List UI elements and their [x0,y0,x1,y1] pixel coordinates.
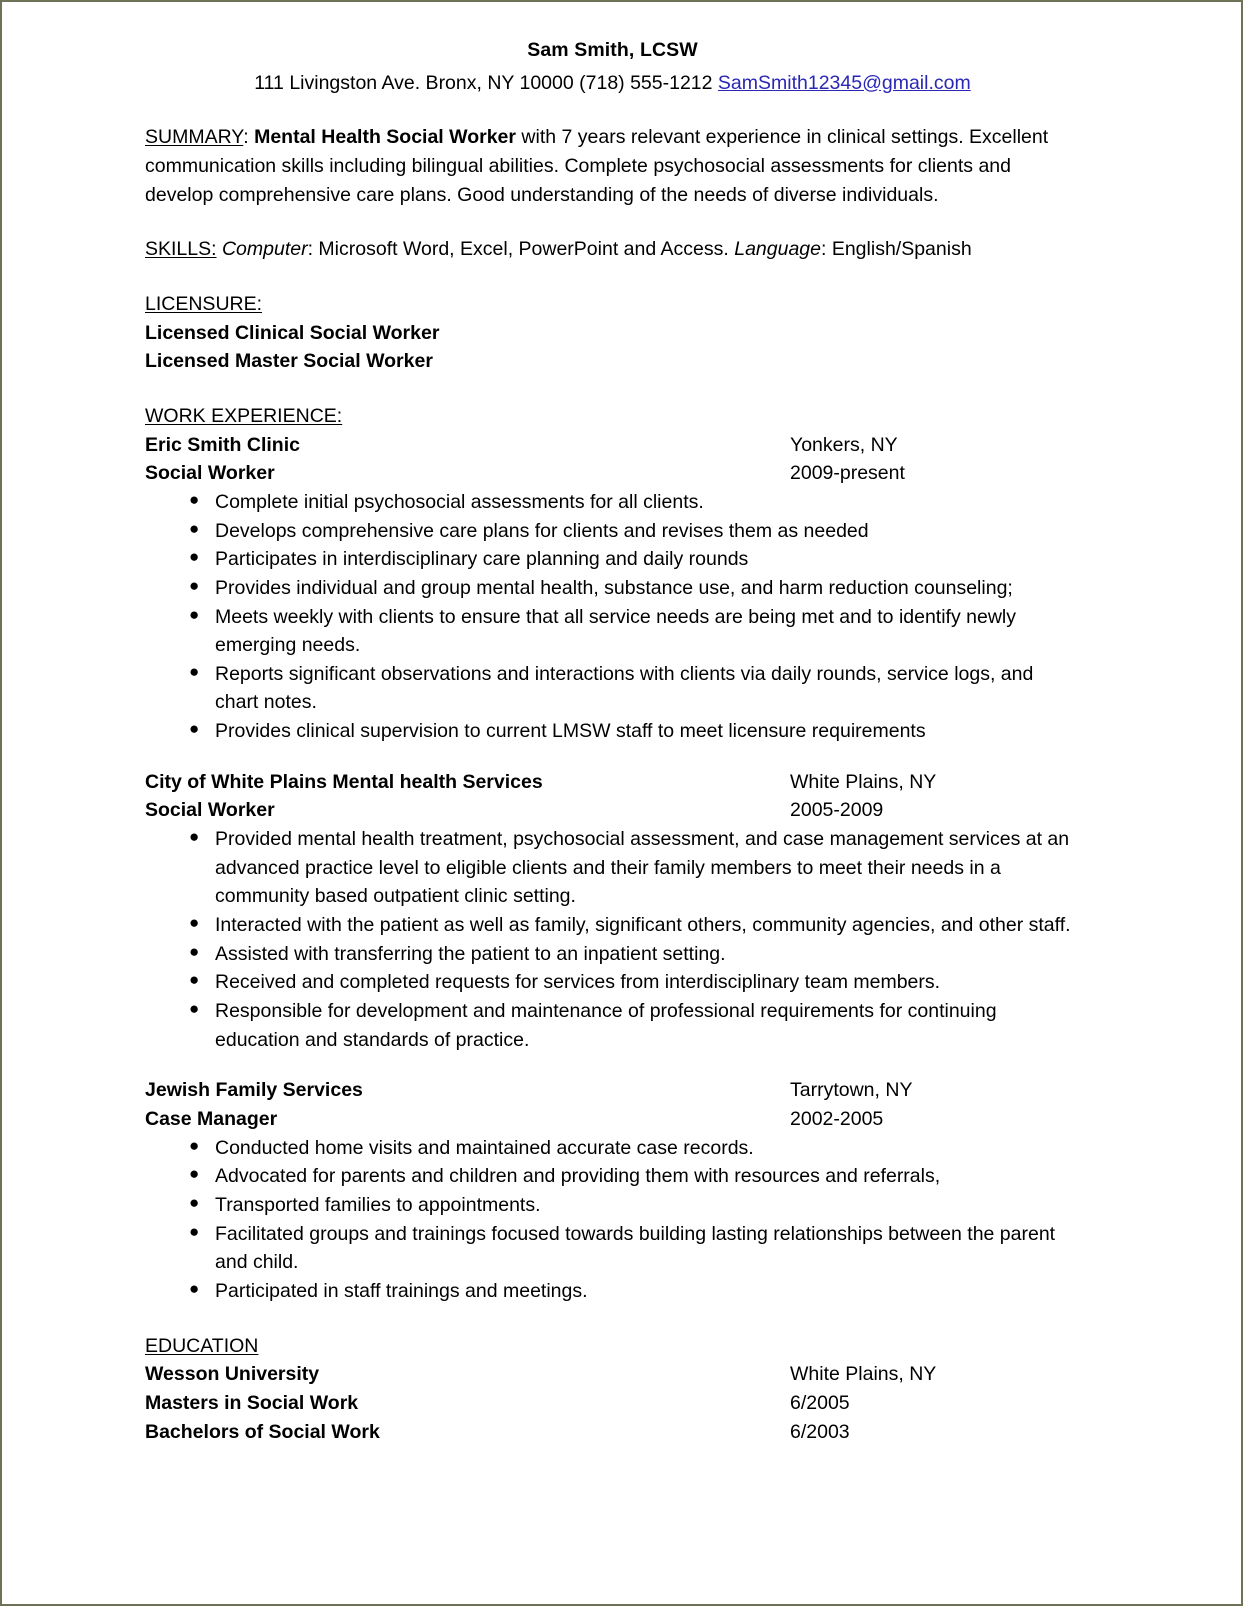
bullet-text: Responsible for development and maintenance of professional requirements for continuing education and standards of practice. [215,1000,997,1051]
job-location: White Plains, NY [790,770,937,793]
education-institution: Wesson University [145,1363,320,1386]
bullet-text: Provides individual and group mental health, substance use, and harm reduction counseling; [215,576,1013,599]
list-item [145,1191,1080,1220]
bullet-text: Develops comprehensive care plans for clients and revises them as needed [215,519,869,542]
summary-section [145,123,1080,209]
summary-colon: : [243,126,255,149]
education-degree: Masters in Social Work [145,1391,359,1414]
bullet-icon: ● [189,1278,200,1298]
bullet-text: Provided mental health treatment, psychosocial assessment, and case management services at an advanced practice level to eligible clients and their family members to meet their needs in a community based outpatient clinic setting. [215,828,1070,908]
job-employer-row [145,768,1080,797]
bullet-text: Provides clinical supervision to current LMSW staff to meet licensure requirements [215,720,926,743]
skills-language-value: : English/Spanish [821,238,972,261]
education-heading [145,1332,1080,1361]
licensure-section [145,290,1080,376]
job-dates: 2005-2009 [790,799,884,822]
summary-paragraph [145,123,1080,209]
job-location: Tarrytown, NY [790,1079,913,1102]
bullet-text: Meets weekly with clients to ensure that all service needs are being met and to identify newly emerging needs. [215,605,1016,657]
list-item [145,517,1080,546]
job-employer: Jewish Family Services [145,1079,363,1102]
work-experience-heading [145,402,1080,431]
list-item [145,545,1080,574]
education-date: 6/2005 [790,1391,850,1414]
skills-computer-value: : Microsoft Word, Excel, PowerPoint and Access. [307,238,735,261]
job-location: Yonkers, NY [790,433,898,456]
work-experience-section [145,402,1080,1306]
contact-line [145,69,1080,98]
education-location: White Plains, NY [790,1363,937,1386]
list-item [145,968,1080,997]
list-item [145,1162,1080,1191]
list-item [145,1220,1080,1277]
job-employer-row [145,1076,1080,1105]
bullet-text: Received and completed requests for services from interdisciplinary team members. [215,971,941,994]
job-title: Case Manager [145,1108,278,1130]
bullet-text: Facilitated groups and trainings focused towards building lasting relationships between the parent and child. [215,1222,1056,1274]
list-item [145,1134,1080,1163]
bullet-icon: ● [189,518,200,538]
list-item [145,940,1080,969]
job-entry [145,768,1080,1055]
summary-label: SUMMARY [145,126,244,149]
skills-paragraph [145,235,1080,264]
list-item [145,574,1080,603]
job-entry [145,431,1080,746]
email-link[interactable]: SamSmith12345@gmail.com [717,71,971,94]
education-date: 6/2003 [790,1420,850,1443]
skills-label: SKILLS: [145,238,217,261]
education-heading-text: EDUCATION [145,1334,259,1357]
licensure-item: Licensed Master Social Worker [145,350,433,373]
bullet-text: Participated in staff trainings and meetings. [215,1279,588,1302]
bullet-icon: ● [189,604,200,624]
bullet-icon: ● [189,1164,200,1184]
bullet-icon: ● [189,489,200,509]
bullet-text: Advocated for parents and children and providing them with resources and referrals, [215,1165,941,1188]
summary-body: with 7 years relevant experience in clinical settings. Excellent communication skills including bilingual abilities. Complete psychosocial assessments for clients and develop comprehensive care plans. Good understanding of the needs of diverse individuals. [145,126,1049,206]
bullet-icon: ● [189,827,200,847]
job-title-row [145,796,1080,825]
skills-language-label: Language [734,238,821,261]
job-entry [145,1076,1080,1305]
list-item [145,488,1080,517]
resume-content [145,36,1080,1446]
list-item [145,1277,1080,1306]
job-dates: 2002-2005 [790,1108,884,1130]
bullet-icon: ● [189,1135,200,1155]
summary-bold-lead: Mental Health Social Worker [254,126,516,149]
job-employer: Eric Smith Clinic [145,433,300,456]
education-section [145,1332,1080,1447]
education-row [145,1418,1080,1447]
education-row [145,1360,1080,1389]
bullet-icon: ● [189,913,200,933]
bullet-icon: ● [189,970,200,990]
bullet-icon: ● [189,661,200,681]
work-experience-heading-text: WORK EXPERIENCE: [145,404,343,427]
bullet-icon: ● [189,719,200,739]
licensure-heading [145,290,1080,319]
bullet-icon: ● [189,547,200,567]
list-item [145,603,1080,660]
list-item [145,825,1080,911]
bullet-text: Complete initial psychosocial assessments for all clients. [215,490,704,513]
job-title: Social Worker [145,799,275,822]
job-title-row [145,459,1080,488]
licensure-item: Licensed Clinical Social Worker [145,321,440,344]
bullet-icon: ● [189,999,200,1019]
bullet-text: Conducted home visits and maintained accurate case records. [215,1136,754,1159]
bullet-text: Interacted with the patient as well as family, significant others, community agencies, and other staff. [215,914,1071,937]
licensure-heading-text: LICENSURE: [145,292,263,315]
job-bullet-list [145,488,1080,746]
job-title-row [145,1105,1080,1134]
list-item [145,717,1080,746]
bullet-text: Transported families to appointments. [215,1193,541,1216]
job-employer-row [145,431,1080,460]
contact-address-phone: 111 Livingston Ave. Bronx, NY 10000 (718) 555-1212 [254,71,718,94]
job-employer: City of White Plains Mental health Services [145,770,543,793]
list-item [145,660,1080,717]
job-title: Social Worker [145,462,275,485]
bullet-icon: ● [189,941,200,961]
candidate-name: Sam Smith, LCSW [527,39,698,61]
list-item [145,997,1080,1054]
bullet-text: Participates in interdisciplinary care planning and daily rounds [215,548,749,571]
education-row [145,1389,1080,1418]
bullet-icon: ● [189,1192,200,1212]
skills-section [145,235,1080,264]
job-bullet-list [145,1134,1080,1306]
job-dates: 2009-present [790,462,905,485]
bullet-text: Reports significant observations and interactions with clients via daily rounds, service logs, and chart notes. [215,662,1034,714]
bullet-text: Assisted with transferring the patient to an inpatient setting. [215,942,726,965]
page-inner [2,2,1241,1604]
education-degree: Bachelors of Social Work [145,1420,380,1443]
bullet-icon: ● [189,1221,200,1241]
bullet-icon: ● [189,575,200,595]
job-bullet-list [145,825,1080,1054]
skills-computer-label: Computer [221,238,308,261]
list-item [145,911,1080,940]
